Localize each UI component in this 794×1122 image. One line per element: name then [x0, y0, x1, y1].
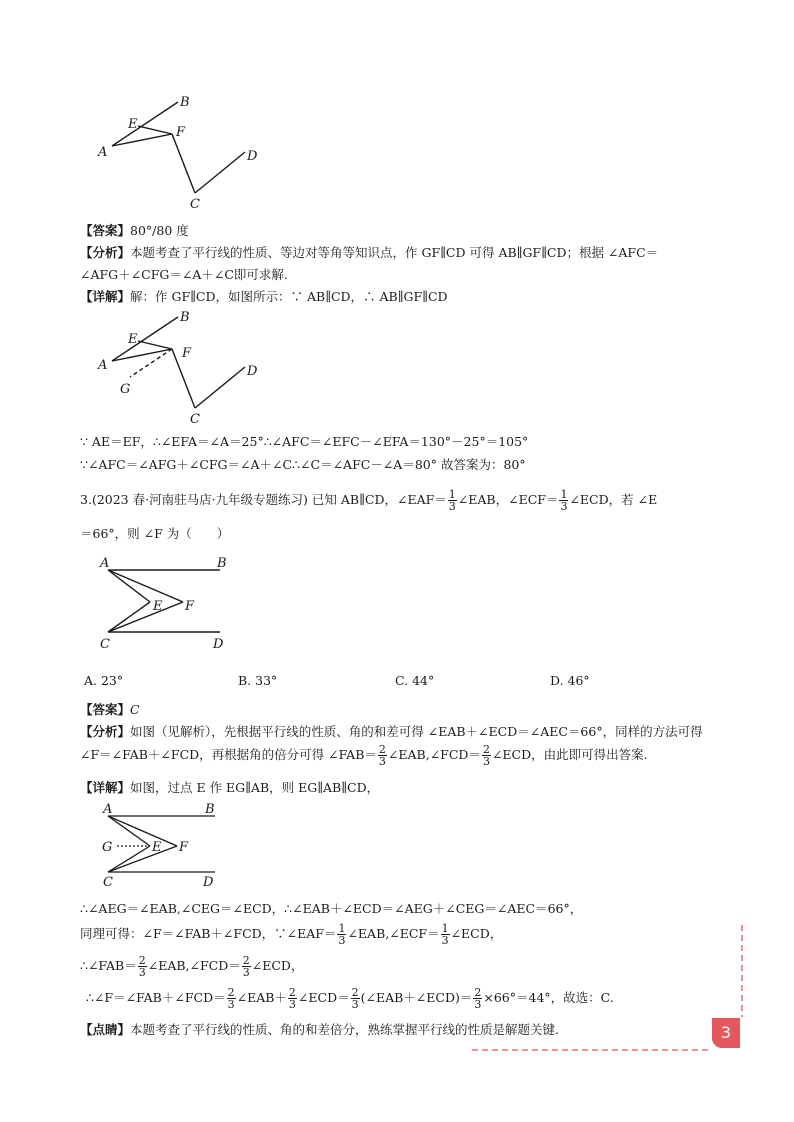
q2-equation-1: ∵ AE＝EF，∴∠EFA＝∠A＝25°∴∠AFC＝∠EFC－∠EFA＝130°－25°＝105° — [80, 434, 529, 449]
step-part: ∠EAB＋ — [236, 990, 287, 1005]
step-part: ×66°＝44°，故选：C. — [483, 990, 614, 1005]
q3-detail-line1 — [80, 778, 379, 796]
analysis-part: ∠ECD，由此即可得出答案. — [491, 747, 648, 762]
analysis-text: 如图（见解析），先根据平行线的性质、角的和差可得 ∠EAB＋∠ECD＝∠AEC＝66°，同样的方法可得 — [130, 724, 703, 739]
question-number: 3. — [80, 492, 92, 507]
point-label-b: B — [217, 556, 227, 571]
fraction-one-third: $\frac{1}{3}$ — [338, 922, 346, 947]
point-label-e: E — [128, 332, 138, 347]
option-d[interactable]: D. 46° — [550, 673, 590, 688]
stem-part: ∠EAB，∠ECF＝ — [457, 492, 559, 507]
detail-tag: 【详解】 — [80, 289, 131, 304]
point-label-d: D — [247, 364, 258, 379]
answer-text: C — [130, 702, 140, 717]
point-label-e: E — [152, 840, 162, 855]
q3-analysis-line1 — [80, 722, 703, 740]
fraction-two-thirds: $\frac{2}{3}$ — [288, 986, 296, 1011]
figure-2-diagram — [90, 305, 280, 435]
q2-analysis-line1 — [80, 243, 658, 261]
step-part: ∠EAB,∠ECF＝ — [347, 926, 440, 941]
fraction-two-thirds: $\frac{2}{3}$ — [227, 986, 235, 1011]
option-a[interactable]: A. 23° — [84, 673, 124, 688]
fraction-one-third: $\frac{1}{3}$ — [560, 488, 568, 513]
question-source: (2023 春·河南驻马店·九年级专题练习) — [91, 492, 308, 507]
point-label-b: B — [180, 310, 190, 325]
point-label-d: D — [247, 149, 258, 164]
step-part: ∠ECD， — [251, 958, 304, 973]
step-part: ∴∠FAB＝ — [80, 958, 137, 973]
q3-analysis-line2 — [80, 744, 648, 767]
answer-tag: 【答案】 — [80, 702, 131, 717]
comment-tag: 【点睛】 — [80, 1022, 131, 1037]
point-label-a: A — [103, 802, 113, 817]
point-label-a: A — [100, 556, 110, 571]
q2-detail-line1 — [80, 287, 448, 305]
q2-answer — [80, 221, 189, 239]
point-label-e: E — [128, 117, 138, 132]
fraction-two-thirds: $\frac{2}{3}$ — [378, 743, 386, 768]
point-label-c: C — [190, 197, 200, 212]
analysis-tag: 【分析】 — [80, 724, 131, 739]
point-label-b: B — [205, 802, 215, 817]
fraction-two-thirds: $\frac{2}{3}$ — [242, 954, 250, 979]
q3-stem-line2: ＝66°，则 ∠F 为（ ） — [80, 526, 230, 541]
q3-step-1: ∴∠AEG＝∠EAB,∠CEG＝∠ECD，∴∠EAB＋∠ECD＝∠AEG＋∠CEG＝∠AEC＝66°， — [80, 901, 583, 916]
point-label-f: F — [182, 346, 192, 361]
q3-step-2 — [80, 923, 502, 946]
q2-analysis-line2: ∠AFG＋∠CFG＝∠A＋∠C即可求解. — [80, 267, 288, 282]
analysis-tag: 【分析】 — [80, 245, 131, 260]
point-label-g: G — [120, 382, 131, 397]
figure-1-diagram — [90, 90, 280, 215]
step-part: ∴∠F＝∠FAB＋∠FCD＝ — [86, 990, 226, 1005]
point-label-e: E — [153, 599, 163, 614]
step-part: (∠EAB＋∠ECD)＝ — [360, 990, 473, 1005]
figure-4-diagram — [95, 802, 225, 892]
analysis-part: ∠F＝∠FAB＋∠FCD，再根据角的倍分可得 ∠FAB＝ — [80, 747, 377, 762]
point-label-d: D — [213, 637, 224, 652]
q3-stem-line1 — [80, 489, 657, 512]
detail-text: 解：作 GF∥CD，如图所示：∵ AB∥CD，∴ AB∥GF∥CD — [130, 289, 448, 304]
point-label-a: A — [98, 145, 108, 160]
stem-part: ∠ECD，若 ∠E — [569, 492, 658, 507]
point-label-c: C — [190, 412, 200, 427]
step-part: ∠ECD， — [450, 926, 503, 941]
point-label-d: D — [203, 875, 214, 890]
q2-equation-2: ∵∠AFC＝∠AFG＋∠CFG＝∠A＋∠C∴∠C＝∠AFC－∠A＝80° 故答案为：80° — [80, 457, 526, 472]
stem-part: 已知 AB∥CD，∠EAF＝ — [311, 492, 447, 507]
option-c[interactable]: C. 44° — [395, 673, 435, 688]
analysis-text: 本题考查了平行线的性质、等边对等角等知识点，作 GF∥CD 可得 AB∥GF∥CD；根据 ∠AFC＝ — [130, 245, 659, 260]
comment-text: 本题考查了平行线的性质、角的和差倍分，熟练掌握平行线的性质是解题关键. — [130, 1022, 559, 1037]
fraction-two-thirds: $\frac{2}{3}$ — [138, 954, 146, 979]
answer-text: 80°/80 度 — [130, 223, 189, 238]
point-label-f: F — [185, 599, 195, 614]
analysis-part: ∠EAB,∠FCD＝ — [387, 747, 481, 762]
q3-step-3 — [80, 955, 303, 978]
point-label-f: F — [179, 840, 189, 855]
fraction-one-third: $\frac{1}{3}$ — [448, 488, 456, 513]
q3-answer — [80, 700, 140, 718]
point-label-g: G — [102, 840, 113, 855]
figure-3-diagram — [95, 555, 240, 655]
step-part: 同理可得：∠F＝∠FAB＋∠FCD，∵∠EAF＝ — [80, 926, 337, 941]
fraction-two-thirds: $\frac{2}{3}$ — [482, 743, 490, 768]
detail-tag: 【详解】 — [80, 780, 131, 795]
fraction-two-thirds: $\frac{2}{3}$ — [474, 986, 482, 1011]
fraction-two-thirds: $\frac{2}{3}$ — [351, 986, 359, 1011]
detail-text: 如图，过点 E 作 EG∥AB，则 EG∥AB∥CD， — [130, 780, 380, 795]
option-b[interactable]: B. 33° — [238, 673, 278, 688]
step-part: ∠ECD＝ — [297, 990, 350, 1005]
point-label-a: A — [98, 358, 108, 373]
point-label-b: B — [180, 95, 190, 110]
page-corner-decoration — [470, 925, 750, 1055]
point-label-c: C — [103, 875, 113, 890]
answer-tag: 【答案】 — [80, 223, 131, 238]
page-number: 3 — [712, 1018, 740, 1048]
step-part: ∠EAB,∠FCD＝ — [147, 958, 241, 973]
point-label-c: C — [100, 637, 110, 652]
point-label-f: F — [176, 125, 186, 140]
fraction-one-third: $\frac{1}{3}$ — [441, 922, 449, 947]
